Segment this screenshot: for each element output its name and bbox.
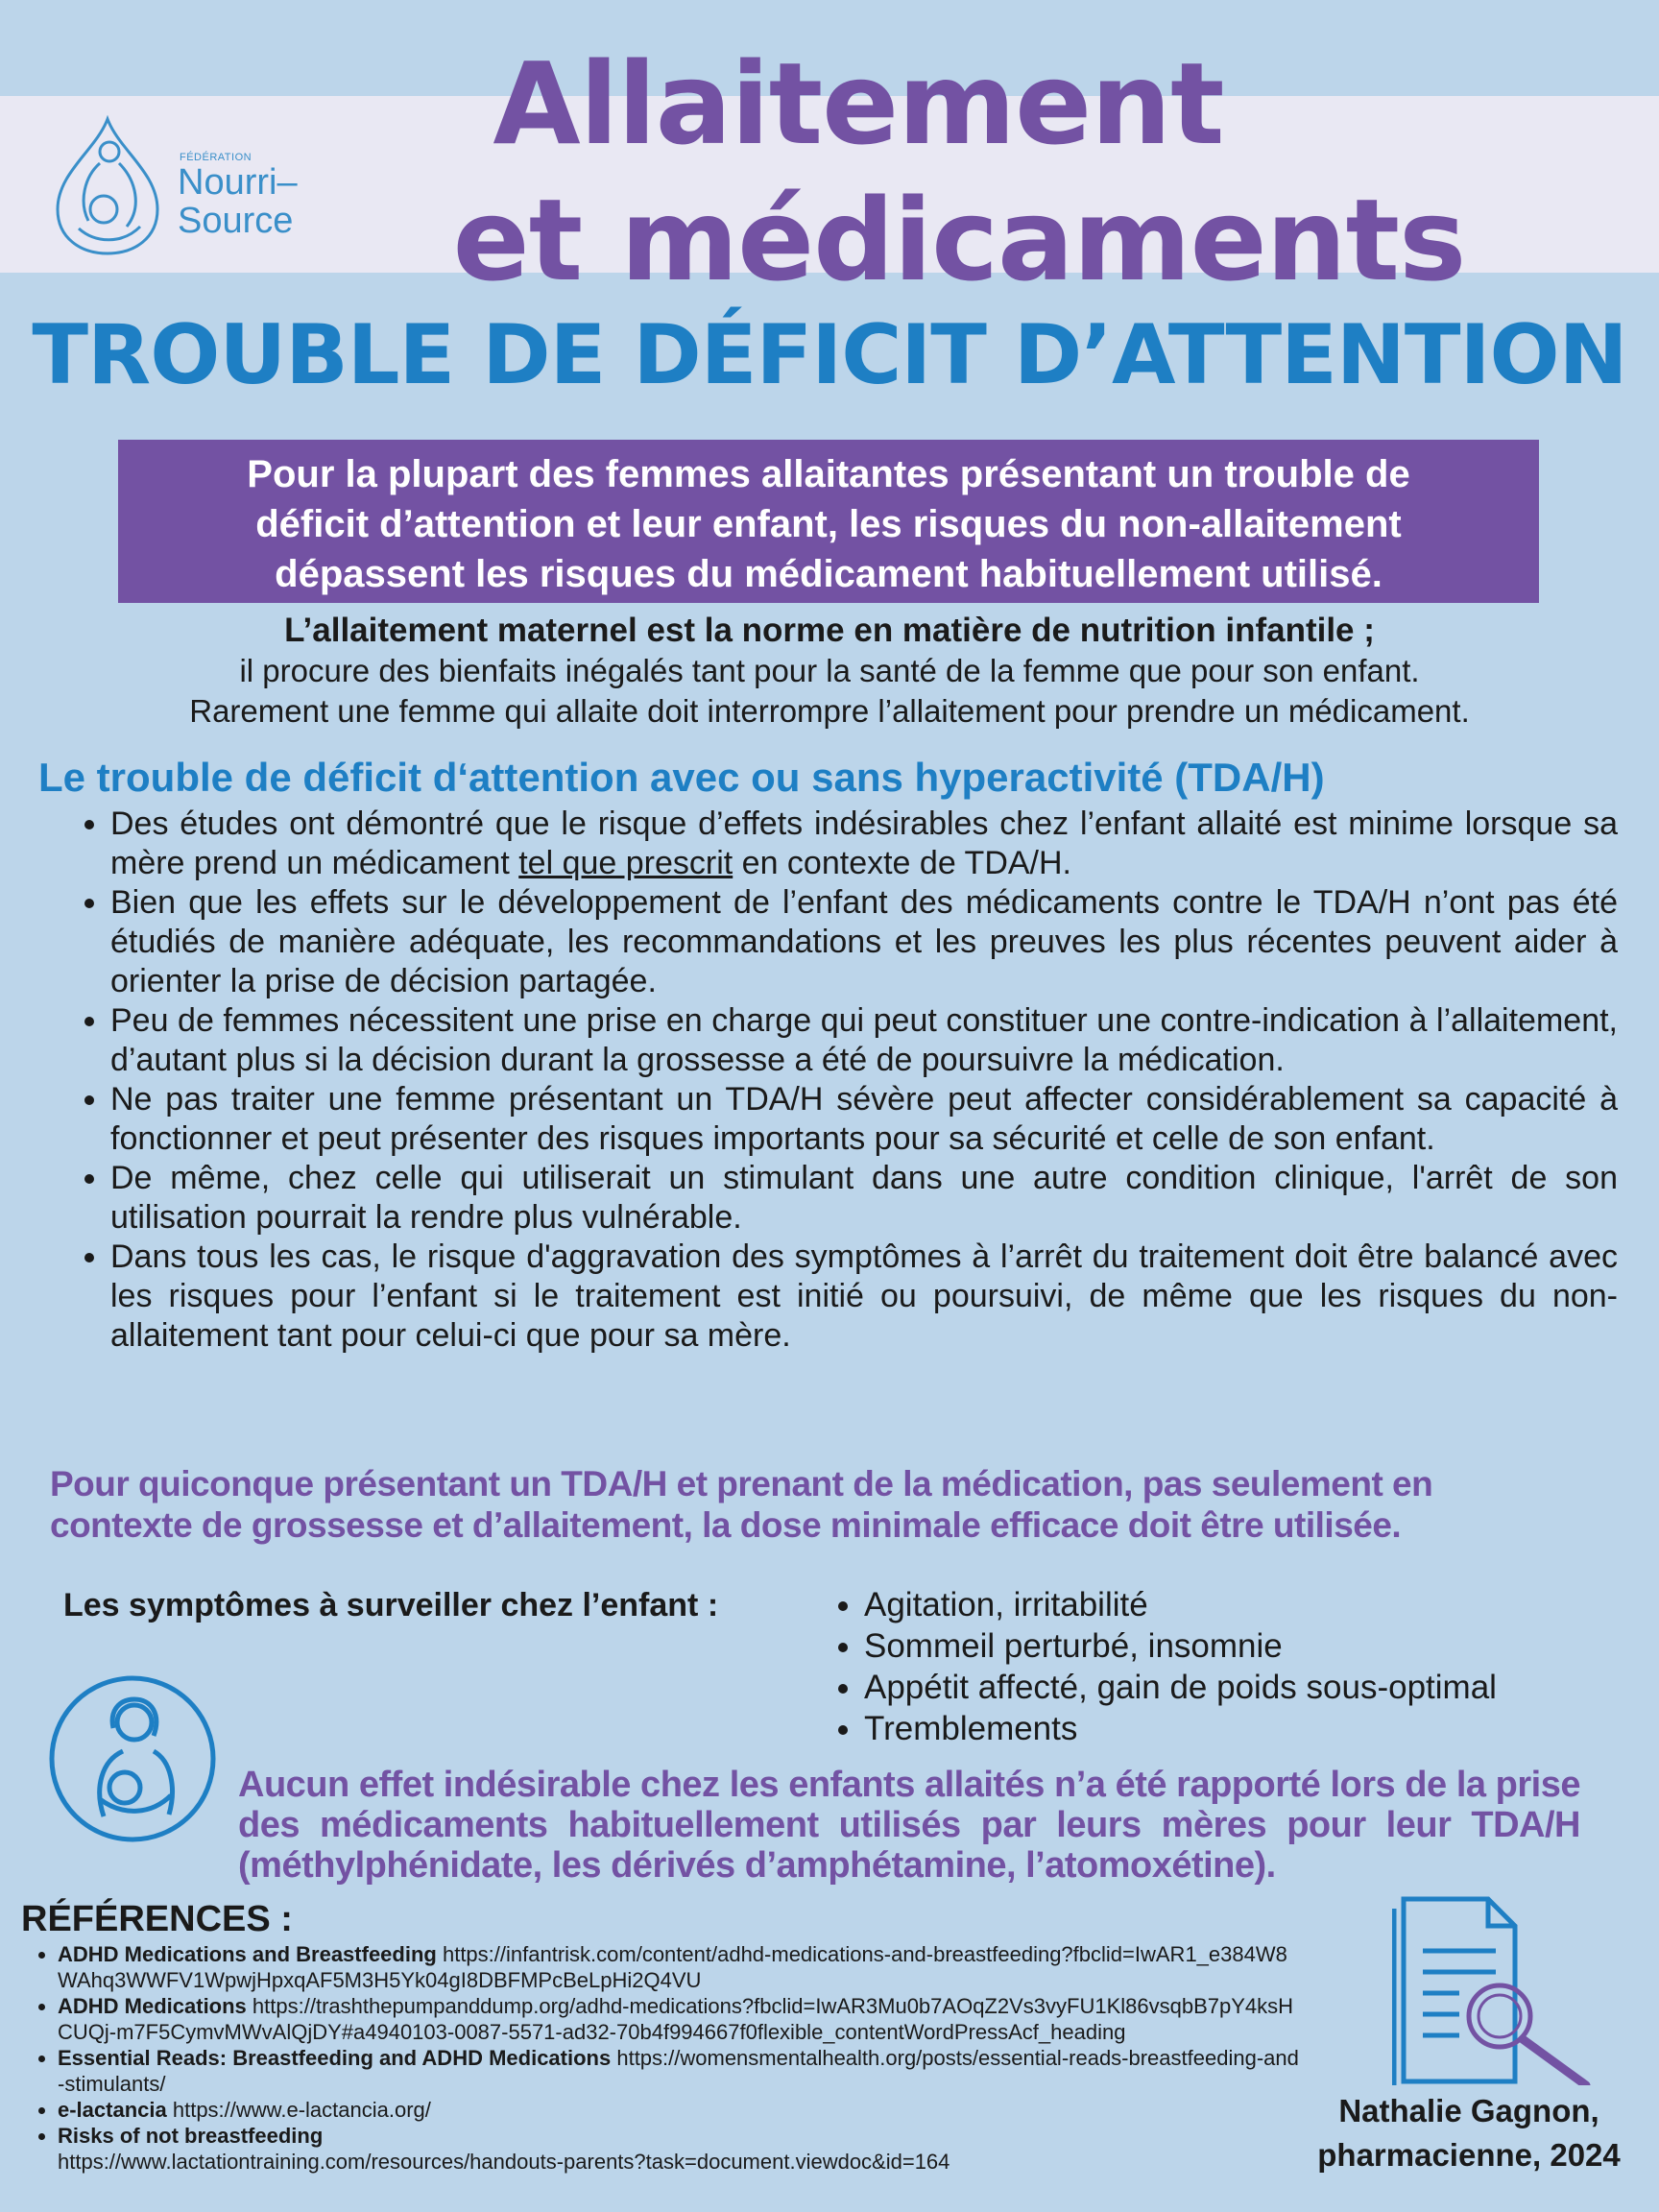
- underlined-text: tel que prescrit: [518, 845, 733, 881]
- reference-link[interactable]: https://trashthepumpanddump.org/adhd-medications?fbclid=IwAR3Mu0b7AOqZ2Vs3vyFU1Kl86vsqbB7pY4ksHCUQj-m7F5CymvMWvAlQjDY#a4940103-0087-5571-ad32-70b4f994667f0flexible_contentWordPressAcf_heading: [58, 1994, 1294, 2044]
- norm-line2: il procure des bienfaits inégalés tant pour la santé de la femme que pour son enfant.: [239, 653, 1420, 688]
- key-message-line1: Pour la plupart des femmes allaitantes présentant un trouble de: [247, 453, 1410, 495]
- reference-item: [58, 2045, 1306, 2097]
- dose-note-line2: contexte de grossesse et d’allaitement, la dose minimale efficace doit être utilisée.: [50, 1505, 1402, 1545]
- reference-title: e-lactancia: [58, 2098, 167, 2122]
- page-title-line1: Allaitement: [493, 37, 1224, 170]
- list-item: • Bien que les effets sur le développement de l’enfant des médicaments contre le TDA/H n’ont pas été étudiés de manière adéquate, les recommandations et les preuves les plus récentes peuvent aider à orienter la prise de décision partagée.: [110, 883, 1618, 1001]
- reference-title: ADHD Medications and Breastfeeding: [58, 1942, 437, 1966]
- author-name: Nathalie Gagnon,: [1338, 2093, 1599, 2128]
- logo-federation-text: FÉDÉRATION: [180, 152, 252, 163]
- minimal-dose-note: [50, 1463, 1586, 1546]
- list-item: • Agitation, irritabilité: [864, 1584, 1497, 1625]
- no-adverse-effect-note: Aucun effet indésirable chez les enfants allaités n’a été rapporté lors de la prise des médicaments habituellement utilisés par leurs mères pour leur TDA/H (méthylphénidate, les dérivés d’amphétamine, l’atomoxétine).: [238, 1765, 1580, 1886]
- reference-item: [58, 2123, 1306, 2175]
- section-heading: Le trouble de déficit d‘attention avec ou sans hyperactivité (TDA/H): [38, 755, 1325, 800]
- key-message-line2: déficit d’attention et leur enfant, les risques du non-allaitement: [255, 503, 1402, 545]
- mother-baby-icon: [46, 1672, 219, 1845]
- list-item: • Sommeil perturbé, insomnie: [864, 1625, 1497, 1667]
- author-role-year: pharmacienne, 2024: [1317, 2137, 1621, 2173]
- adhd-bullet-list: [67, 805, 1618, 1356]
- author-credit: [1286, 2089, 1651, 2177]
- norm-bold-line: L’allaitement maternel est la norme en matière de nutrition infantile ;: [284, 612, 1375, 649]
- document-search-icon: [1392, 1893, 1603, 2085]
- references-heading: RÉFÉRENCES :: [21, 1899, 293, 1939]
- references-list: [31, 1941, 1306, 2175]
- symptoms-list: [821, 1584, 1497, 1749]
- norm-line3: Rarement une femme qui allaite doit interrompre l’allaitement pour prendre un médicament.: [189, 693, 1470, 729]
- reference-title: Essential Reads: Breastfeeding and ADHD Medications: [58, 2046, 612, 2070]
- list-item: • De même, chez celle qui utiliserait un stimulant dans une autre condition clinique, l'arrêt de son utilisation pourrait la rendre plus vulnérable.: [110, 1159, 1618, 1238]
- reference-item: [58, 1941, 1306, 1993]
- page-subtitle: TROUBLE DE DÉFICIT D’ATTENTION: [32, 307, 1627, 403]
- bullet-text: en contexte de TDA/H.: [733, 845, 1072, 881]
- logo-name-line1: Nourri–: [178, 162, 298, 203]
- list-item: • Dans tous les cas, le risque d'aggravation des symptômes à l’arrêt du traitement doit être balancé avec les risques pour l’enfant si le traitement est initié ou poursuivi, de même que les risques du non-allaitement tant pour celui-ci que pour sa mère.: [110, 1238, 1618, 1356]
- list-item: [110, 805, 1618, 883]
- symptoms-label: Les symptômes à surveiller chez l’enfant :: [63, 1587, 719, 1623]
- reference-link[interactable]: https://www.lactationtraining.com/resources/handouts-parents?task=document.viewdoc&id=164: [58, 2150, 950, 2174]
- key-message-box: [118, 440, 1539, 603]
- bullet-text: Des études ont démontré que le risque d’effets indésirables chez l’enfant allaité est minime lorsque sa mère prend un médicament: [110, 805, 1618, 881]
- list-item: • Ne pas traiter une femme présentant un TDA/H sévère peut affecter considérablement sa capacité à fonctionner et peut présenter des risques importants pour sa sécurité et celle de son enfant.: [110, 1080, 1618, 1159]
- reference-link[interactable]: https://womensmentalhealth.org/posts/essential-reads-breastfeeding-and-stimulants/: [58, 2046, 1299, 2096]
- list-item: • Peu de femmes nécessitent une prise en charge qui peut constituer une contre-indication à l’allaitement, d’autant plus si la décision durant la grossesse a été de poursuivre la médication.: [110, 1001, 1618, 1080]
- key-message-line3: dépassent les risques du médicament habituellement utilisé.: [275, 553, 1382, 595]
- reference-item: [58, 2097, 1306, 2123]
- reference-title: Risks of not breastfeeding: [58, 2124, 324, 2148]
- reference-title: ADHD Medications: [58, 1994, 247, 2018]
- reference-link[interactable]: https://www.e-lactancia.org/: [172, 2098, 431, 2122]
- page-title-line2: et médicaments: [452, 174, 1466, 306]
- reference-item: [58, 1993, 1306, 2045]
- logo-name-line2: Source: [178, 201, 294, 241]
- dose-note-line1: Pour quiconque présentant un TDA/H et prenant de la médication, pas seulement en: [50, 1464, 1433, 1503]
- reference-link[interactable]: https://infantrisk.com/content/adhd-medications-and-breastfeeding?fbclid=IwAR1_e384W8WAhq3WWFV1WpwjHpxqAF5M3H5Yk04gI8DBFMPcBeLpHi2Q4VU: [58, 1942, 1287, 1992]
- breastfeeding-norm-text: [0, 611, 1659, 732]
- list-item: • Tremblements: [864, 1708, 1497, 1749]
- list-item: • Appétit affecté, gain de poids sous-optimal: [864, 1667, 1497, 1708]
